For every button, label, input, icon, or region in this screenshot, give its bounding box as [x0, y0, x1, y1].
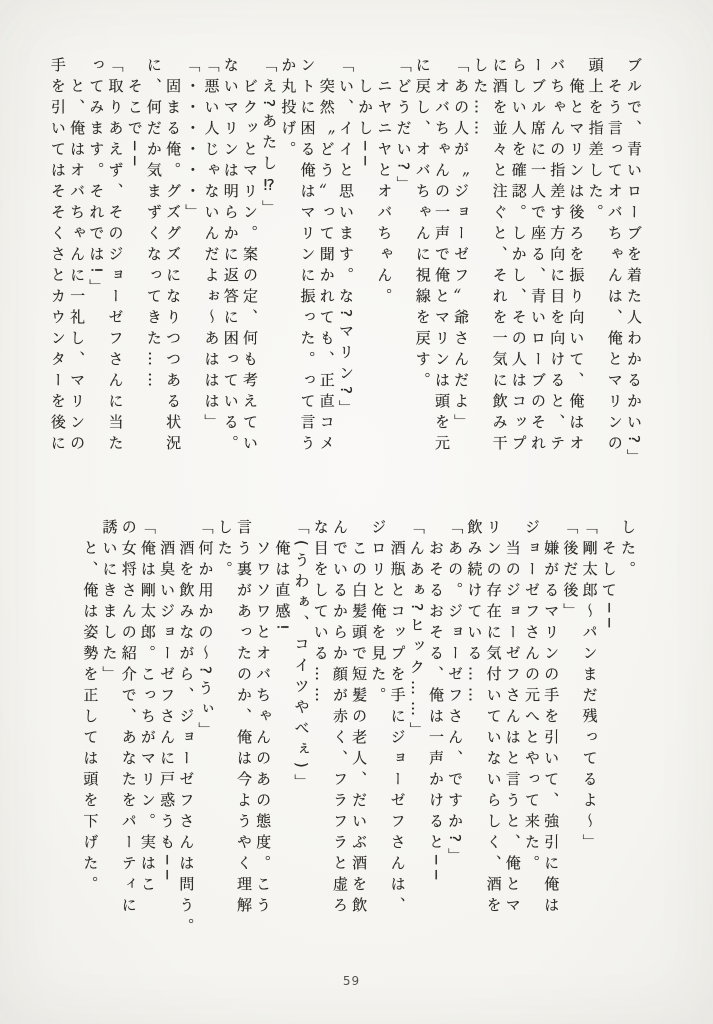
text-line: 「どうだい?」 — [394, 57, 413, 197]
text-line: 誘いにきました」 — [100, 519, 119, 687]
text-line: した。 — [215, 519, 234, 582]
text-line: らしい人を確認。しかし、その人はコップ — [509, 57, 528, 456]
text-line: 「俺は剛太郎。こっちがマリン。実はこ — [138, 519, 157, 897]
text-line: 当のジョーゼフさんはと言うと、俺とマ — [503, 540, 522, 918]
text-line: ジョーゼフさんの元へとやって来た。 — [522, 519, 541, 876]
text-line: ントに困る俺はマリンに振った。って言う — [298, 57, 317, 456]
text-line: に、何だか気まずくなってきた…… — [144, 57, 163, 393]
text-line: 酒を飲みながら、ジョーゼフさんは問う。 — [177, 540, 196, 939]
text-line: と、俺はオバちゃんに一礼し、マリンの — [68, 78, 87, 456]
text-line: 俺は直感! — [273, 540, 292, 637]
text-line: に酒を並々と注ぐと、それを一気に飲み干 — [490, 57, 509, 456]
text-line: 「剛太郎〜パンまだ残ってるよ〜」 — [580, 519, 599, 855]
text-line: ジロリと俺を見た。 — [369, 519, 388, 708]
text-line: 頭上を指差した。 — [586, 57, 605, 225]
text-line: と、俺は姿勢を正しては頭を下げた。 — [81, 540, 100, 897]
text-line: ソワソワとオバちゃんのあの態度。こう — [254, 540, 273, 918]
text-line: しかし── — [356, 78, 375, 172]
page-number: 59 — [342, 974, 361, 988]
text-line: ってみます。それでは!」 — [87, 57, 106, 301]
text-line: した。 — [619, 519, 637, 582]
text-line: そして── — [599, 540, 618, 634]
text-line: 酒臭いジョーゼフさんに戸惑うも── — [158, 540, 177, 886]
text-line: 「い、イイと思います。な?マリン?」 — [336, 57, 355, 421]
text-line: 「後だ後」 — [561, 519, 580, 624]
text-line: 言う裏があったのか、俺は今ようやく理解 — [234, 519, 253, 918]
text-line: 「あの人が〝ジョーゼフ〟爺さんだよ」 — [452, 57, 471, 435]
text-line: ないマリンは明らかに返答に困っている。 — [221, 57, 240, 456]
text-line: 「あの。ジョーゼフさん、ですか?」 — [446, 519, 465, 869]
text-line: 「え?あたし⁉」 — [260, 57, 279, 221]
text-line: 突然〝どう〟って聞かれても、正直コメ — [317, 78, 336, 456]
text-line: オバちゃんの一声で俺とマリンは頭を元 — [432, 78, 451, 456]
text-line: に戻し、オバちゃんに視線を戻す。 — [413, 57, 432, 393]
text-line: 「んあぁ?ヒック……」 — [407, 519, 426, 743]
text-line: ブルで、青いローブを着た人わかるかい?」 — [625, 57, 643, 470]
text-line: 「何か用かの〜?うぃ」 — [196, 519, 215, 743]
text-line: 固まる俺。グズグズになりつつある状況 — [164, 78, 183, 456]
text-line: リンの存在に気付いていないらしく、酒を — [484, 519, 503, 918]
text-line: 飲み続けている…… — [465, 519, 484, 708]
text-line: 「(うわぁ、コイツやべぇ)」 — [292, 519, 311, 795]
text-line: した…… — [471, 57, 490, 141]
text-line: ーブル席に一人で座る、青いローブのそれ — [528, 57, 547, 456]
text-line: の女将さんの紹介で、あなたをパーティに — [119, 519, 138, 918]
text-line: おそるおそる、俺は一声かけると── — [426, 540, 445, 886]
text-line: ニヤニヤとオバちゃん。 — [375, 78, 394, 309]
text-line: この白髪頭で短髪の老人、だいぶ酒を飲 — [350, 540, 369, 918]
text-line: バちゃんの指差す方向に目を向けると、テ — [548, 57, 567, 456]
text-line: 「悪い人じゃないんだよぉ〜あははは」 — [202, 57, 221, 435]
text-line: 手を引いてはそそくさとカウンターを後に — [48, 57, 67, 456]
text-line: 「取りあえず、そのジョーゼフさんに当た — [106, 57, 125, 456]
text-line: 酒瓶とコップを手にジョーゼフさんは、 — [388, 540, 407, 918]
text-line: な目をしている…… — [311, 519, 330, 708]
text-line: そこで── — [125, 78, 144, 172]
text-line: 「・・・・・・」 — [183, 57, 202, 225]
text-line: ビクッとマリン。案の定、何も考えてい — [240, 78, 259, 456]
text-block-top — [48, 57, 643, 517]
text-line: 俺とマリンは後ろを振り向いて、俺はオ — [567, 78, 586, 456]
text-line: か丸投げ。 — [279, 57, 298, 162]
text-line: 嫌がるマリンの手を引いて、強引に俺は — [542, 540, 561, 918]
text-block-bottom — [80, 519, 637, 971]
text-line: そう言ってオバちゃんは、俺とマリンの — [605, 78, 624, 456]
text-line: んでいるからか顔が赤く、フラフラと虚ろ — [330, 519, 349, 918]
